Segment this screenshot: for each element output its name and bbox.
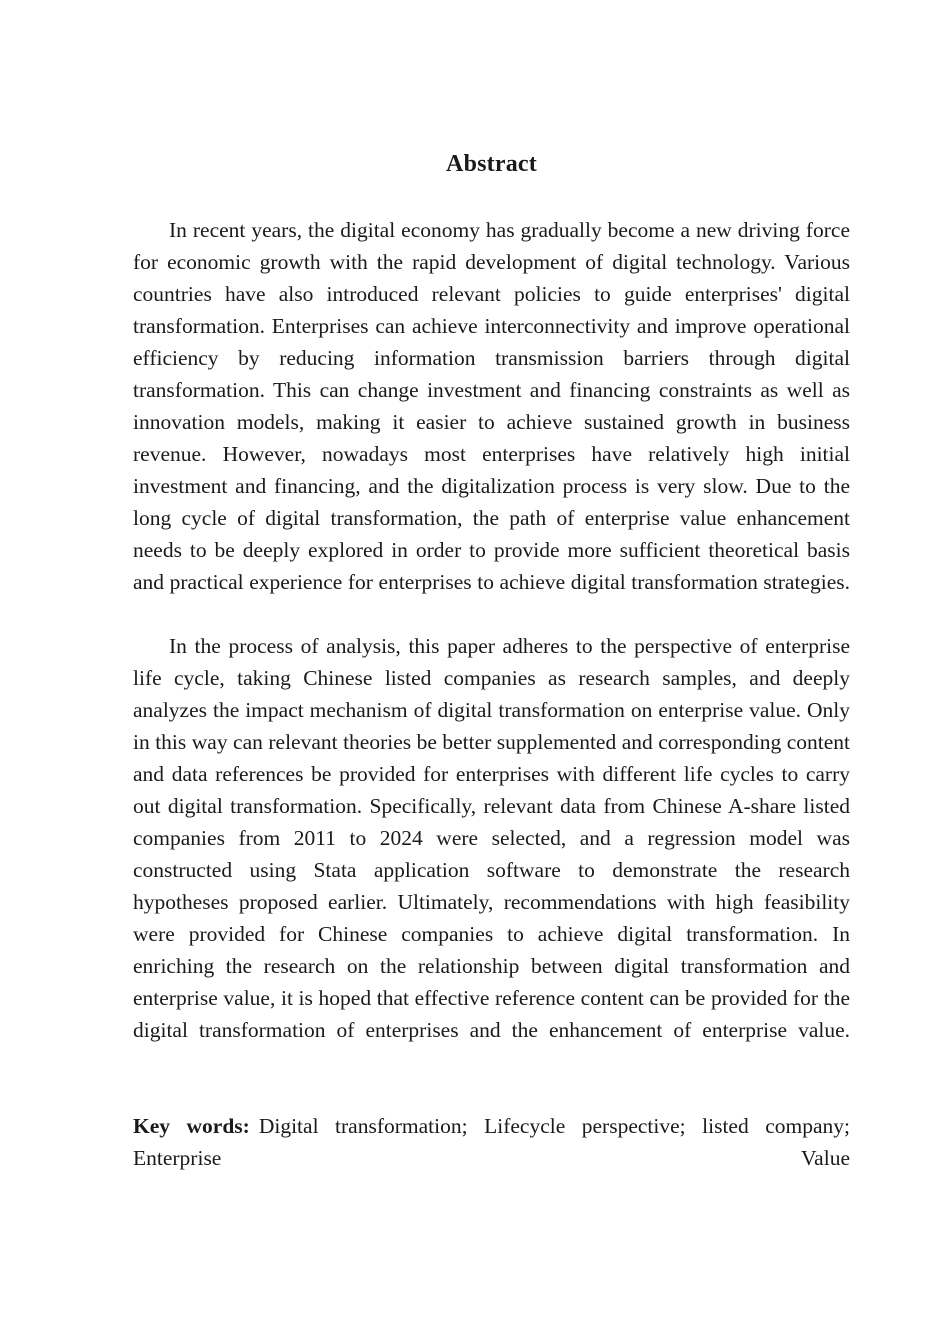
keywords-line [133,1110,850,1206]
keywords-label: Key words: [133,1114,250,1138]
abstract-paragraph-1: In recent years, the digital economy has gradually become a new driving force for economic growth with the rapid development of digital technology. Various countries have also introduced relevant policies to guide enterprises' digital transformation. Enterprises can achieve interconnectivity and improve operational efficiency by reducing information transmission barriers through digital transformation. This can change investment and financing constraints as well as innovation models, making it easier to achieve sustained growth in business revenue. However, nowadays most enterprises have relatively high initial investment and financing, and the digitalization process is very slow. Due to the long cycle of digital transformation, the path of enterprise value enhancement needs to be deeply explored in order to provide more sufficient theoretical basis and practical experience for enterprises to achieve digital transformation strategies. [133,218,850,594]
abstract-paragraph-2: In the process of analysis, this paper adheres to the perspective of enterprise life cycle, taking Chinese listed companies as research samples, and deeply analyzes the impact mechanism of digital transformation on enterprise value. Only in this way can relevant theories be better supplemented and corresponding content and data references be provided for enterprises with different life cycles to carry out digital transformation. Specifically, relevant data from Chinese A-share listed companies from 2011 to 2024 were selected, and a regression model was constructed using Stata application software to demonstrate the research hypotheses proposed earlier. Ultimately, recommendations with high feasibility were provided for Chinese companies to achieve digital transformation. In enriching the research on the relationship between digital transformation and enterprise value, it is hoped that effective reference content can be provided for the digital transformation of enterprises and the enhancement of enterprise value. [133,634,850,1042]
abstract-body [133,214,850,1078]
page-title: Abstract [446,151,537,177]
keywords-values: Digital transformation; Lifecycle perspective; listed company; Enterprise Value [133,1114,850,1170]
